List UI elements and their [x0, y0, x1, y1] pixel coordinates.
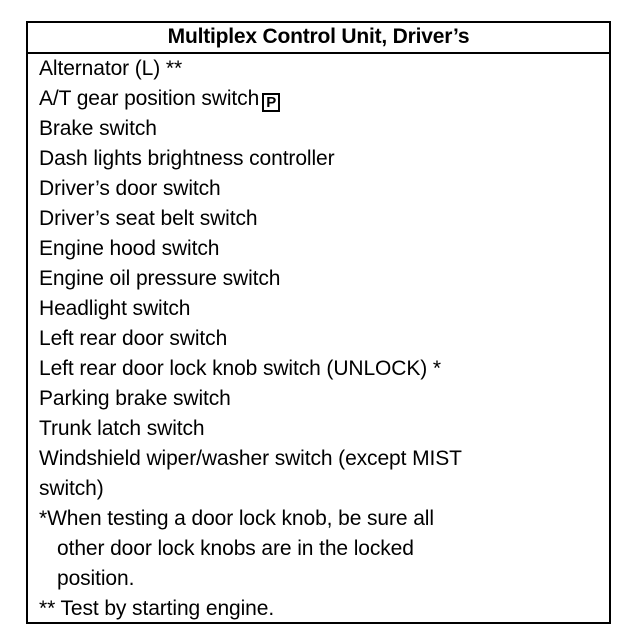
switch-table — [26, 21, 611, 624]
list-item: Parking brake switch — [39, 387, 231, 410]
list-item: Engine hood switch — [39, 237, 220, 260]
list-item: Alternator (L) ** — [39, 57, 183, 80]
list-item: Headlight switch — [39, 297, 191, 320]
list-item — [39, 84, 609, 114]
note-line: other door lock knobs are in the locked — [57, 537, 414, 560]
note-line: ** Test by starting engine. — [39, 597, 275, 620]
list-item: Trunk latch switch — [39, 417, 205, 440]
list-item: Dash lights brightness controller — [39, 147, 335, 170]
list-item-label: A/T gear position switch — [39, 87, 260, 110]
list-item: Left rear door switch — [39, 327, 228, 350]
note-line: *When testing a door lock knob, be sure all — [39, 507, 434, 530]
list-item: Engine oil pressure switch — [39, 267, 281, 290]
park-position-icon: P — [262, 93, 280, 112]
table-header: Multiplex Control Unit, Driver’s — [28, 23, 609, 54]
list-item: Windshield wiper/washer switch (except MIST — [39, 447, 462, 470]
note-line: position. — [57, 567, 135, 590]
list-item: Brake switch — [39, 117, 157, 140]
list-item: Driver’s door switch — [39, 177, 221, 200]
list-item: Driver’s seat belt switch — [39, 207, 258, 230]
list-item: Left rear door lock knob switch (UNLOCK) * — [39, 357, 441, 380]
table-body — [28, 54, 609, 624]
list-item-continuation: switch) — [39, 477, 104, 500]
